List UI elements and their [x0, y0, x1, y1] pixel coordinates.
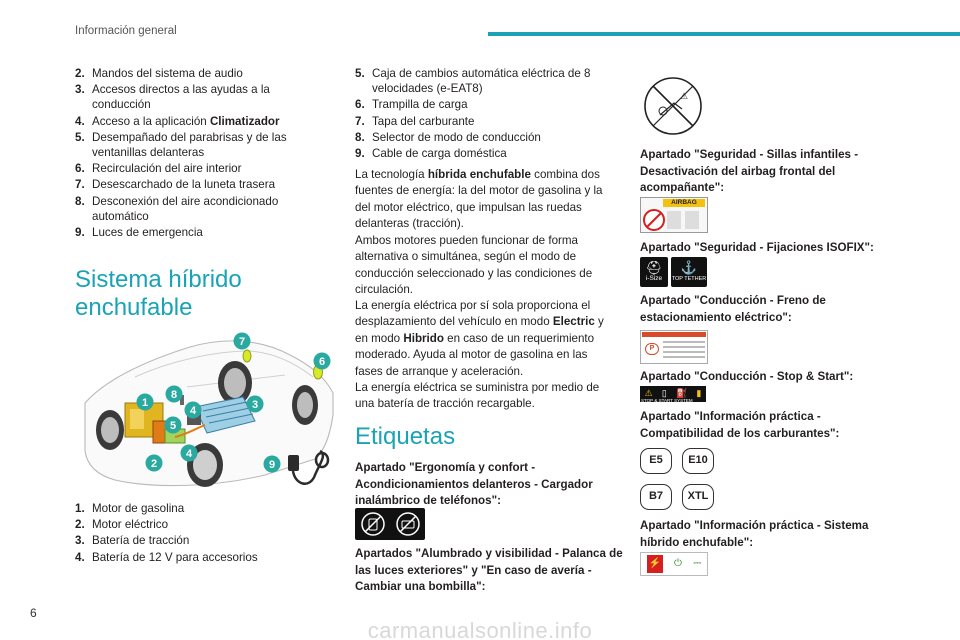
label-carburantes: Apartado "Información práctica - Compatibilidad de los carburantes":: [640, 410, 840, 440]
list-item: [75, 82, 300, 112]
fuel-identifiers-row-2: [640, 484, 724, 510]
list-item-text: [92, 82, 300, 112]
list-item-number: 6.: [75, 162, 85, 176]
list-item: [75, 130, 300, 160]
list-item-number: 3.: [75, 83, 85, 97]
list-item-number: 4.: [75, 550, 85, 564]
components-list: [75, 501, 300, 566]
bold-term: Climatizador: [209, 114, 280, 128]
bold-term: Hibrido: [403, 331, 444, 345]
list-item-text: [92, 130, 300, 160]
list-item: [75, 114, 300, 129]
stop-start-tag: STOP & START SYSTEM: [641, 398, 693, 403]
list-item-text: Selector de modo de conducción: [372, 130, 541, 144]
hybrid-system-diagram: [75, 325, 340, 495]
no-card-icon: [395, 511, 421, 537]
list-item: [355, 114, 617, 129]
list-item-text: Motor eléctrico: [92, 518, 169, 532]
fuel-cap: [243, 350, 251, 362]
child-seat-prohibited-icon: [643, 207, 707, 233]
list-item-text: [92, 194, 300, 224]
book-icon: ▯: [661, 388, 667, 399]
label-airbag: Apartado "Seguridad - Sillas infantiles - Desactivación del airbag frontal del acompañante":: [640, 148, 859, 194]
list-item-text: Caja de cambios automática eléctrica de 8 velocidades (e-EAT8): [372, 67, 591, 96]
list-item-number: 4.: [75, 114, 85, 128]
list-item-number: 7.: [355, 114, 365, 128]
top-tether-icon: [671, 257, 707, 287]
diagram-number-label: 9: [268, 459, 276, 471]
list-item-number: 6.: [355, 98, 365, 112]
page-number: 6: [30, 606, 37, 620]
text-run: Acceso a la aplicación: [92, 114, 210, 128]
text-run: La energía eléctrica por sí sola proporciona el desplazamiento del vehículo en modo: [355, 299, 591, 329]
list-item: [75, 517, 300, 532]
list-item-number: 5.: [75, 130, 85, 144]
list-item: [75, 550, 300, 565]
list-item: [75, 194, 300, 224]
components-list-continued: [355, 66, 617, 162]
list-item: [355, 97, 617, 112]
list-item-number: 3.: [75, 534, 85, 548]
bold-term: Electric: [552, 315, 595, 329]
list-item: [355, 146, 617, 161]
fuel-badge: E5: [640, 448, 672, 474]
list-item: [75, 66, 300, 81]
paragraph-battery: La energía eléctrica se suministra por medio de una batería de tracción recargable.: [355, 381, 600, 411]
list-item-text: Motor de gasolina: [92, 502, 185, 515]
plug-icon: ⏻: [674, 558, 682, 570]
fuel-badge: XTL: [682, 484, 714, 510]
list-item-number: 8.: [355, 130, 365, 144]
text-run: Desconexión del aire acondicionado automático: [92, 194, 279, 223]
fuel-badge: E10: [682, 448, 714, 474]
section-title-labels: Etiquetas: [355, 423, 456, 450]
warning-icon: ⚠: [644, 388, 653, 399]
text-run: Desempañado del parabrisas y de las ventanillas delanteras: [92, 130, 287, 160]
list-item-text: [92, 66, 300, 81]
fuel-identifiers-row-1: [640, 448, 724, 474]
wireless-charger-label-image: [355, 508, 425, 540]
label-freno: Apartado "Conducción - Freno de estacionamiento eléctrico":: [640, 294, 826, 324]
no-phone-icon: [360, 511, 386, 537]
text-run: Recirculación del aire interior: [92, 162, 242, 176]
parking-brake-label-image: P: [640, 330, 708, 364]
text-run: Mandos del sistema de audio: [92, 67, 243, 80]
list-item: [75, 225, 300, 240]
airbag-warning-sticker: [640, 75, 706, 137]
bold-term: híbrida enchufable: [427, 168, 531, 181]
front-wheel-left: [96, 410, 124, 450]
running-header: Información general: [75, 25, 177, 37]
list-item-text: Batería de 12 V para accesorios: [92, 550, 258, 564]
isize-icon: [640, 257, 668, 287]
hybrid-label-image: [640, 552, 708, 576]
list-item-text: [92, 161, 300, 176]
list-item-number: 1.: [75, 502, 85, 515]
text-run: Accesos directos a las ayudas a la conducción: [92, 83, 270, 112]
section-title-hybrid: [75, 266, 305, 322]
diagram-number-label: 7: [238, 336, 246, 348]
list-item-text: [92, 177, 300, 192]
child-seat-icon: ⛑: [645, 260, 663, 275]
svg-text:⚠: ⚠: [680, 91, 689, 101]
isize-tag: i-Size: [645, 275, 663, 282]
list-item-number: 9.: [75, 226, 85, 240]
list-item: [355, 66, 617, 96]
list-item-number: 2.: [75, 67, 85, 80]
list-item: [75, 501, 300, 516]
label-hibrido: Apartado "Información práctica - Sistema híbrido enchufable":: [640, 519, 869, 549]
diagram-number-label: 2: [150, 458, 158, 470]
controls-list: [75, 66, 300, 241]
text-run: combina dos fuentes de energía: la del motor de gasolina y la del motor eléctrico, que impulsan las ruedas delanteras (tracción).: [355, 168, 603, 231]
text-run: en caso de un requerimiento moderado. Ayuda al motor de gasolina en las fases de arranque y aceleración.: [355, 331, 595, 378]
list-item-number: 8.: [75, 194, 85, 208]
text-run: La tecnología: [355, 168, 428, 181]
section-title-hybrid-line1: Sistema híbrido: [75, 266, 242, 293]
text-run: y en modo: [355, 315, 604, 345]
list-item: [355, 130, 617, 145]
diagram-number-label: 6: [318, 356, 326, 368]
watermark: carmanualsonline.info: [367, 617, 593, 640]
rear-wheel-right: [292, 385, 318, 425]
list-item-text: Tapa del carburante: [372, 114, 475, 128]
list-item-number: 9.: [355, 147, 365, 161]
diagram-number-label: 4: [185, 448, 193, 460]
list-item-text: Cable de carga doméstica: [372, 147, 507, 161]
list-item: [75, 177, 300, 192]
paragraph-hybrid-tech: [355, 167, 617, 233]
fuel-icon: ⛽: [676, 388, 688, 399]
diagram-number-label: 1: [141, 397, 149, 409]
paragraph-engines: Ambos motores pueden funcionar de forma alternativa o simultánea, según el modo de conducción seleccionado y las condiciones de circulación.: [355, 234, 593, 297]
label-ergonomia: Apartado "Ergonomía y confort - Acondicionamientos delanteros - Cargador inalámbrico de teléfonos":: [355, 461, 593, 507]
list-item-text: Trampilla de carga: [372, 98, 468, 112]
list-item: [75, 533, 300, 548]
label-alumbrado: Apartados "Alumbrado y visibilidad - Palanca de las luces exteriores" y "En caso de avería - Cambiar una bombilla":: [355, 547, 623, 593]
list-item-text: [92, 114, 300, 129]
label-isofix: Apartado "Seguridad - Fijaciones ISOFIX":: [640, 241, 874, 254]
list-item-text: [92, 225, 300, 240]
paragraph-electric-energy: [355, 298, 617, 380]
list-item-number: 7.: [75, 178, 85, 192]
list-item-number: 2.: [75, 518, 85, 532]
diagram-number-label: 3: [251, 399, 259, 411]
list-item-number: 5.: [355, 67, 365, 80]
battery-icon: ▮: [696, 388, 702, 399]
label-stop-start: Apartado "Conducción - Stop & Start":: [640, 370, 854, 383]
socket-icon: ⎓: [693, 558, 702, 570]
text-run: Luces de emergencia: [92, 226, 203, 240]
high-voltage-icon: ⚡: [647, 555, 663, 573]
airbag-label-image: [640, 197, 708, 233]
diagram-number-label: 4: [189, 405, 197, 417]
list-item: [75, 161, 300, 176]
header-accent-bar: [488, 32, 960, 36]
fuel-badge: B7: [640, 484, 672, 510]
top-tether-tag: TOP TETHER: [671, 276, 707, 282]
diagram-number-label: 8: [170, 389, 178, 401]
text-run: Desescarchado de la luneta trasera: [92, 178, 276, 192]
tether-seat-icon: ⚓: [680, 260, 698, 275]
diagram-number-label: 5: [169, 420, 177, 432]
airbag-tag: AIRBAG: [663, 199, 705, 207]
list-item-text: Batería de tracción: [92, 534, 190, 548]
section-title-hybrid-line2: enchufable: [75, 294, 193, 321]
